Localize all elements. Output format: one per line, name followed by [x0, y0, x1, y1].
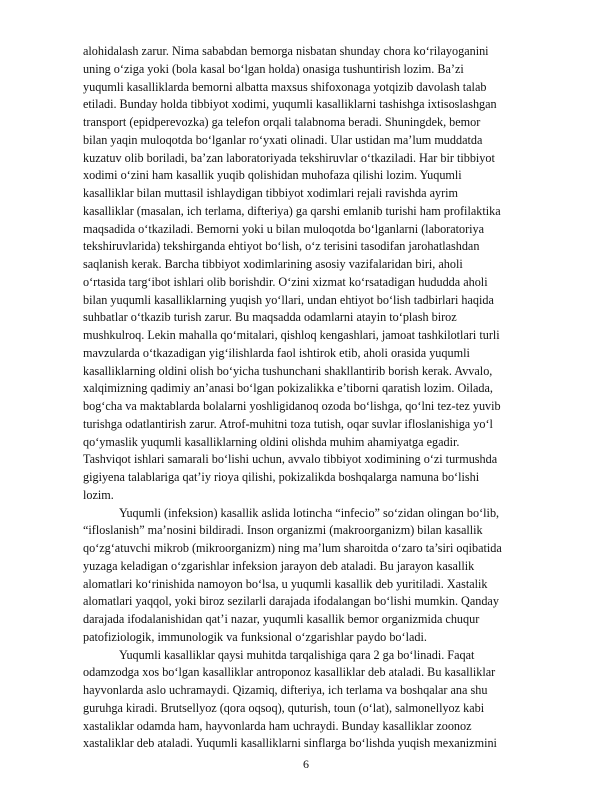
text-line: gigiyena talablariga qat’iy rioya qilishi, pokizalikda boshqalarga namuna bo‘lishi [83, 470, 480, 484]
text-line: lozim. [83, 487, 114, 502]
text-line: xastaliklar odamda ham, hayvonlarda ham uchraydi. Bunday kasalliklar zoonoz [83, 718, 472, 733]
text-line: alomatlari yaqqol, yoki biroz sezilarli darajada ifodalangan bo‘lishi mumkin. Qanday [83, 594, 499, 609]
text-line: o‘rtasida targ‘ibot ishlari olib borishdir. O‘zini xizmat ko‘rsatadigan hududda aholi [83, 274, 488, 289]
text-line: qo‘zg‘atuvchi mikrob (mikroorganizm) ning ma’lum sharoitda o‘zaro ta’siri oqibatida [83, 541, 502, 555]
text-line: tekshiruvlarida) tekshirganda ehtiyot bo‘lish, o‘z terisini tasodifan jarohatlashdan [83, 239, 480, 254]
text-line: xalqimizning qadimiy an’anasi bo‘lgan pokizalikka e’tiborni qaratish lozim. Oilada, [83, 381, 493, 396]
text-line: kasalliklar (masalan, ich terlama, difteriya) ga qarshi emlanib turishi ham profilaktika [83, 203, 501, 218]
text-line: uning o‘ziga yoki (bola kasal bo‘lgan holda) onasiga tushuntirish lozim. Ba’zi [83, 61, 464, 76]
text-line: alomatlari ko‘rinishida namoyon bo‘lsa, u yuqumli kasallik deb yuritiladi. Xastalik [83, 576, 488, 591]
text-line: maqsadida o‘tkaziladi. Bemorni yoki u bilan muloqotda bo‘lganlarni (laboratoriya [83, 221, 485, 236]
text-line: kuzatuv olib boriladi, ba’zan laboratoriyada tekshiruvlar o‘tkaziladi. Har bir tibbiyot [83, 150, 495, 165]
text-line: qo‘ymaslik yuqumli kasalliklarning oldini olishda muhim ahamiyatga egadir. [83, 434, 460, 449]
text-line: transport (epidperevozka) ga telefon orqali talabnoma beradi. Shuningdek, bemor [83, 115, 481, 129]
text-line: alohidalash zarur. Nima sababdan bemorga nisbatan shunday chora ko‘rilayoganini [83, 44, 489, 58]
text-line: mushkulroq. Lekin mahalla qo‘mitalari, qishloq kengashlari, jamoat tashkilotlari turli [83, 328, 500, 342]
text-line: bilan yuqumli kasalliklarning yuqish yo‘llari, undan ehtiyot bo‘lish tadbirlari haqida [83, 292, 494, 307]
paragraph-first-line: Yuqumli (infeksion) kasallik aslida lotincha “infecio” so‘zidan olingan bo‘lib, [119, 505, 500, 520]
body-text [83, 43, 571, 753]
text-line: xastaliklar deb ataladi. Yuqumli kasalliklarni sinflarga bo‘lishda yuqish mexanizmini [83, 736, 497, 751]
page-number: 6 [303, 757, 309, 771]
text-line: hayvonlarda aslo uchramaydi. Qizamiq, difteriya, ich terlama va boshqalar ana shu [83, 683, 488, 697]
text-line: “ifloslanish” ma’nosini bildiradi. Inson organizmi (makroorganizm) bilan kasallik [83, 523, 483, 538]
text-line: bilan yaqin muloqotda bo‘lganlar ro‘yxati olinadi. Ular ustidan ma’lum muddatda [83, 132, 483, 147]
text-line: mavzularda o‘tkazadigan yig‘ilishlarda faol ishtirok etib, aholi orasida yuqumli [83, 345, 470, 360]
text-line: yuqumli kasalliklarda bemorni albatta maxsus shifoxonaga yotqizib davolash talab [83, 79, 487, 94]
text-line: xodimi o‘zini ham kasallik yuqib qolishidan muhofaza qilishi lozim. Yuqumli [83, 168, 462, 183]
text-line: etiladi. Bunday holda tibbiyot xodimi, yuqumli kasalliklarni tashishga ixtisoslashgan [83, 97, 497, 112]
text-line: kasalliklarning oldini olish bo‘yicha tushunchani shakllantirib borish kerak. Avvalo, [83, 363, 493, 378]
text-line: suhbatlar o‘tkazib turish zarur. Bu maqsadda odamlarni atayin to‘plash biroz [83, 310, 457, 325]
text-line: Tashviqot ishlari samarali bo‘lishi uchun, avvalo tibbiyot xodimining o‘zi turmushda [83, 452, 498, 467]
text-line: guruhga kiradi. Brutsellyoz (qora oqsoq), quturish, toun (o‘lat), salmonellyoz kabi [83, 700, 485, 715]
text-line: turishga odatlantirish zarur. Atrof-muhitni toza tutish, oqar suvlar ifloslanishiga yo‘l [83, 416, 493, 431]
paragraph-first-line: Yuqumli kasalliklar qaysi muhitda tarqalishiga qara 2 ga bo‘linadi. Faqat [119, 647, 475, 662]
text-line: yuzaga keladigan o‘zgarishlar infeksion jarayon deb ataladi. Bu jarayon kasallik [83, 558, 475, 573]
text-line: kasalliklar bilan muttasil ishlaydigan tibbiyot xodimlari rejali ravishda ayrim [83, 186, 459, 200]
text-line: darajada ifodalanishidan qat’i nazar, yuqumli kasallik bemor organizmida chuqur [83, 612, 480, 626]
text-line: bog‘cha va maktablarda bolalarni yoshligidanoq ozoda bo‘lishga, qo‘lni tez-tez yuvib [83, 399, 501, 413]
text-line: odamzodga xos bo‘lgan kasalliklar antroponoz kasalliklar deb ataladi. Bu kasalliklar [83, 665, 496, 680]
text-line: patofiziologik, immunologik va funksional o‘zgarishlar paydo bo‘ladi. [83, 629, 427, 644]
text-line: saqlanish kerak. Barcha tibbiyot xodimlarining asosiy vazifalaridan biri, aholi [83, 257, 463, 271]
